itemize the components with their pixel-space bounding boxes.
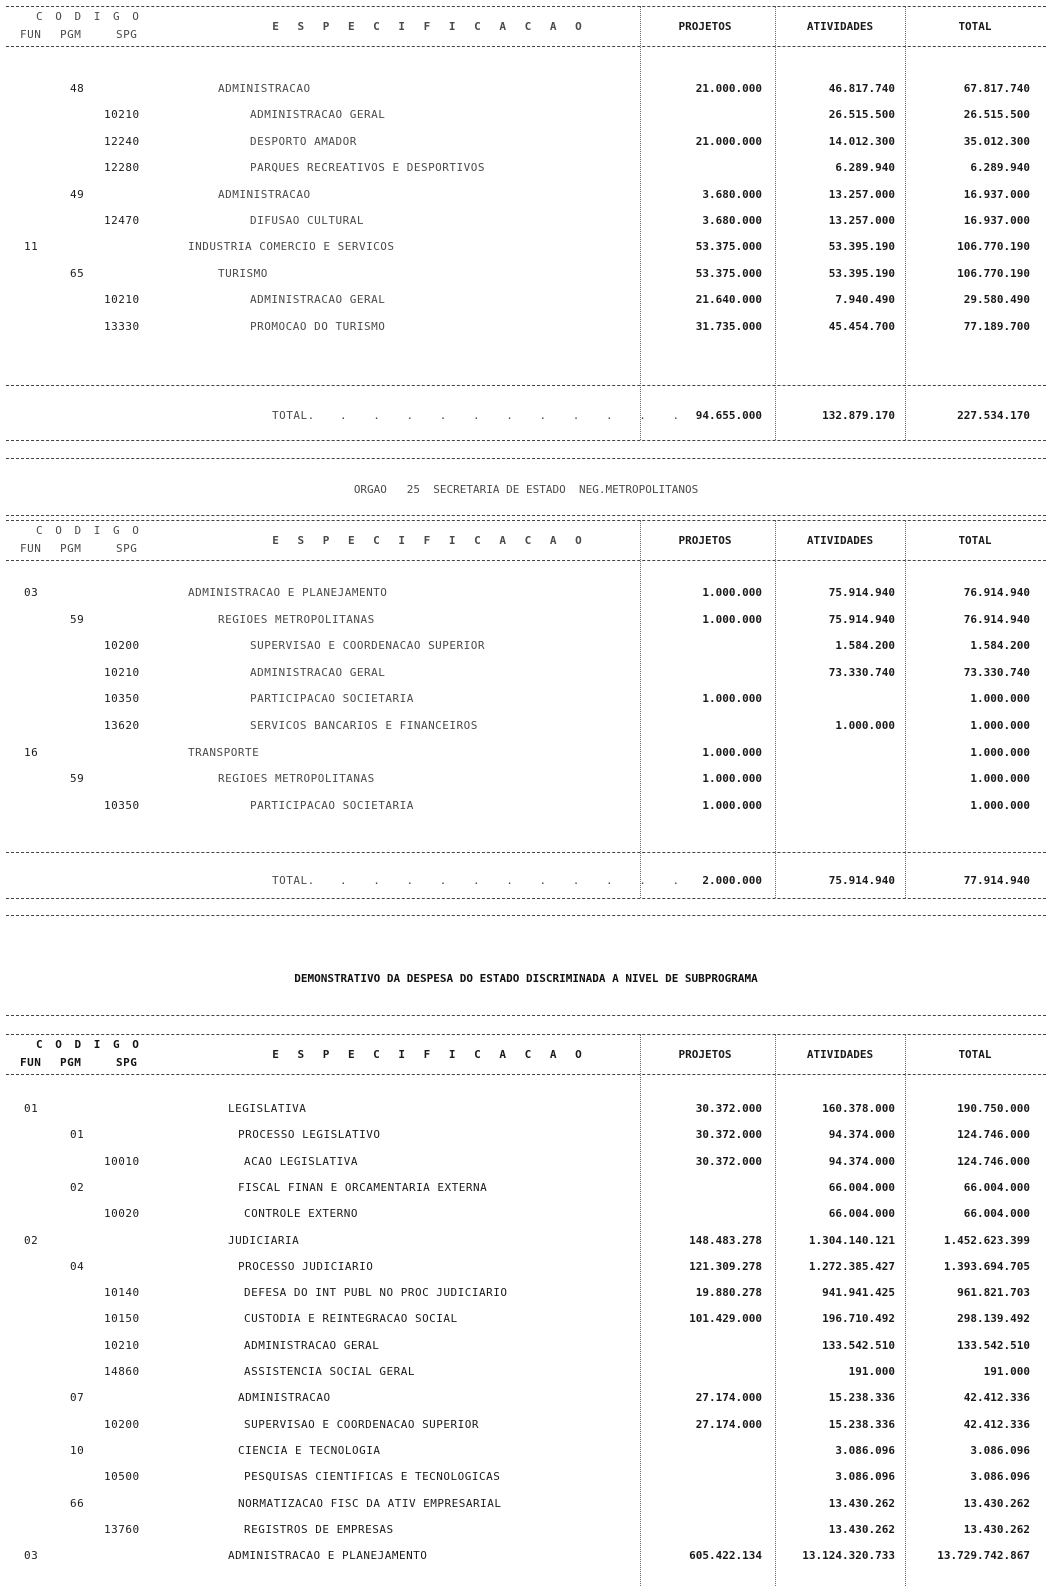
spg-code: 10200 bbox=[104, 1417, 140, 1431]
demonstrativo-title: DEMONSTRATIVO DA DESPESA DO ESTADO DISCRIMINADA A NIVEL DE SUBPROGRAMA bbox=[294, 972, 758, 985]
total-value: 6.289.940 bbox=[970, 161, 1030, 175]
atividades-value: 73.330.740 bbox=[828, 665, 895, 679]
atividades-value: 3.086.096 bbox=[835, 1443, 895, 1457]
atividades-header: ATIVIDADES bbox=[806, 20, 874, 33]
table-rule bbox=[6, 458, 1046, 459]
atividades-value: 133.542.510 bbox=[822, 1338, 895, 1352]
total-value: 1.584.200 bbox=[970, 639, 1030, 653]
total-value: 77.189.700 bbox=[963, 319, 1030, 333]
total-value: 16.937.000 bbox=[963, 214, 1030, 227]
row-description: ADMINISTRACAO GERAL bbox=[244, 1338, 380, 1352]
row-description: DESPORTO AMADOR bbox=[250, 134, 357, 148]
projetos-value: 101.429.000 bbox=[689, 1312, 762, 1326]
row-description: CIENCIA E TECNOLOGIA bbox=[238, 1443, 381, 1457]
total-value: 29.580.490 bbox=[963, 293, 1030, 307]
row-description: DIFUSAO CULTURAL bbox=[250, 214, 364, 227]
especificacao-header: E S P E C I F I C A C A O bbox=[272, 1048, 588, 1061]
row-description: CONTROLE EXTERNO bbox=[244, 1207, 358, 1221]
row-description: SUPERVISAO E COORDENACAO SUPERIOR bbox=[244, 1417, 480, 1431]
pgm-code: 66 bbox=[70, 1496, 85, 1510]
total-value: 73.330.740 bbox=[963, 665, 1030, 679]
column-rule bbox=[640, 520, 641, 898]
spg-code: 10350 bbox=[104, 798, 140, 812]
total-value: 66.004.000 bbox=[963, 1180, 1030, 1194]
table-rule bbox=[6, 898, 1046, 899]
fun-header: FUN bbox=[20, 28, 42, 41]
total-leader-dots: . . . . . . . . . . . bbox=[340, 874, 690, 887]
spg-code: 13760 bbox=[104, 1522, 140, 1536]
table-rule bbox=[6, 6, 1046, 7]
projetos-header: PROJETOS bbox=[678, 20, 732, 33]
spg-code: 10010 bbox=[104, 1154, 140, 1168]
projetos-value: 21.000.000 bbox=[695, 134, 762, 148]
total-value: 76.914.940 bbox=[963, 586, 1030, 599]
fun-header: FUN bbox=[20, 1056, 42, 1069]
atividades-value: 13.257.000 bbox=[828, 214, 895, 227]
table-rule bbox=[6, 515, 1046, 516]
atividades-value: 6.289.940 bbox=[835, 161, 895, 175]
total-value: 35.012.300 bbox=[963, 134, 1030, 148]
total-value: 42.412.336 bbox=[963, 1417, 1030, 1431]
spg-code: 10210 bbox=[104, 108, 140, 122]
atividades-value: 53.395.190 bbox=[828, 240, 895, 254]
total-value: 13.729.742.867 bbox=[937, 1549, 1030, 1563]
total-value: 1.393.694.705 bbox=[943, 1259, 1030, 1273]
atividades-value: 160.378.000 bbox=[822, 1102, 895, 1115]
spg-code: 13330 bbox=[104, 319, 140, 333]
projetos-value: 53.375.000 bbox=[695, 266, 762, 280]
row-description: JUDICIARIA bbox=[228, 1233, 300, 1247]
pgm-header: PGM bbox=[60, 542, 82, 555]
total-value: 298.139.492 bbox=[957, 1312, 1030, 1326]
row-description: ADMINISTRACAO GERAL bbox=[250, 665, 386, 679]
row-description: ADMINISTRACAO bbox=[238, 1391, 331, 1405]
spg-code: 10150 bbox=[104, 1312, 140, 1326]
projetos-value: 30.372.000 bbox=[695, 1128, 762, 1142]
row-description: FISCAL FINAN E ORCAMENTARIA EXTERNA bbox=[238, 1180, 488, 1194]
total-atividades: 132.879.170 bbox=[822, 409, 895, 422]
total-header: TOTAL bbox=[958, 20, 992, 33]
total-total: 77.914.940 bbox=[963, 874, 1030, 887]
atividades-value: 13.430.262 bbox=[828, 1496, 895, 1510]
total-value: 124.746.000 bbox=[957, 1128, 1030, 1142]
atividades-value: 941.941.425 bbox=[822, 1286, 895, 1300]
atividades-value: 15.238.336 bbox=[828, 1391, 895, 1405]
total-value: 1.452.623.399 bbox=[943, 1233, 1030, 1247]
fun-code: 11 bbox=[24, 240, 39, 254]
atividades-value: 75.914.940 bbox=[828, 612, 895, 626]
projetos-value: 605.422.134 bbox=[689, 1549, 762, 1563]
table-rule bbox=[6, 440, 1046, 441]
total-header: TOTAL bbox=[958, 1048, 992, 1061]
total-label: TOTAL. bbox=[272, 409, 315, 422]
projetos-value: 3.680.000 bbox=[702, 214, 762, 227]
projetos-value: 27.174.000 bbox=[695, 1417, 762, 1431]
pgm-code: 10 bbox=[70, 1443, 85, 1457]
row-description: TURISMO bbox=[218, 266, 268, 280]
total-value: 16.937.000 bbox=[963, 187, 1030, 201]
total-leader-dots: . . . . . . . . . . . bbox=[340, 409, 690, 422]
pgm-code: 07 bbox=[70, 1391, 85, 1405]
atividades-value: 1.000.000 bbox=[835, 719, 895, 732]
fun-code: 16 bbox=[24, 745, 39, 759]
especificacao-header: E S P E C I F I C A C A O bbox=[272, 534, 588, 547]
row-description: PROCESSO JUDICIARIO bbox=[238, 1259, 374, 1273]
atividades-value: 196.710.492 bbox=[822, 1312, 895, 1326]
pgm-header: PGM bbox=[60, 1056, 82, 1069]
atividades-value: 53.395.190 bbox=[828, 266, 895, 280]
pgm-code: 49 bbox=[70, 187, 85, 201]
row-description: PROMOCAO DO TURISMO bbox=[250, 319, 386, 333]
spg-code: 10210 bbox=[104, 665, 140, 679]
atividades-value: 1.272.385.427 bbox=[808, 1259, 895, 1273]
spg-code: 13620 bbox=[104, 719, 140, 732]
table-rule bbox=[6, 385, 1046, 386]
total-atividades: 75.914.940 bbox=[828, 874, 895, 887]
projetos-value: 30.372.000 bbox=[695, 1154, 762, 1168]
atividades-value: 1.584.200 bbox=[835, 639, 895, 653]
total-value: 106.770.190 bbox=[957, 240, 1030, 254]
row-description: TRANSPORTE bbox=[188, 745, 260, 759]
atividades-value: 94.374.000 bbox=[828, 1128, 895, 1142]
pgm-code: 02 bbox=[70, 1180, 85, 1194]
pgm-code: 01 bbox=[70, 1128, 85, 1142]
spg-code: 10500 bbox=[104, 1470, 140, 1484]
pgm-code: 59 bbox=[70, 612, 85, 626]
projetos-value: 1.000.000 bbox=[702, 798, 762, 812]
row-description: PESQUISAS CIENTIFICAS E TECNOLOGICAS bbox=[244, 1470, 501, 1484]
total-value: 124.746.000 bbox=[957, 1154, 1030, 1168]
row-description: ADMINISTRACAO GERAL bbox=[250, 108, 386, 122]
atividades-value: 26.515.500 bbox=[828, 108, 895, 122]
row-description: ADMINISTRACAO E PLANEJAMENTO bbox=[228, 1549, 428, 1563]
atividades-header: ATIVIDADES bbox=[806, 1048, 874, 1061]
spg-code: 12280 bbox=[104, 161, 140, 175]
total-value: 76.914.940 bbox=[963, 612, 1030, 626]
total-value: 26.515.500 bbox=[963, 108, 1030, 122]
projetos-header: PROJETOS bbox=[678, 1048, 732, 1061]
table-rule bbox=[6, 1015, 1046, 1016]
total-total: 227.534.170 bbox=[957, 409, 1030, 422]
total-value: 3.086.096 bbox=[970, 1470, 1030, 1484]
total-value: 1.000.000 bbox=[970, 772, 1030, 786]
spg-code: 10200 bbox=[104, 639, 140, 653]
total-value: 190.750.000 bbox=[957, 1102, 1030, 1115]
row-description: ACAO LEGISLATIVA bbox=[244, 1154, 358, 1168]
projetos-value: 21.640.000 bbox=[695, 293, 762, 307]
total-projetos: 2.000.000 bbox=[702, 874, 762, 887]
spg-code: 12240 bbox=[104, 134, 140, 148]
fun-code: 02 bbox=[24, 1233, 39, 1247]
atividades-value: 46.817.740 bbox=[828, 82, 895, 95]
row-description: ADMINISTRACAO E PLANEJAMENTO bbox=[188, 586, 388, 599]
row-description: ADMINISTRACAO bbox=[218, 187, 311, 201]
pgm-code: 48 bbox=[70, 82, 85, 95]
total-value: 1.000.000 bbox=[970, 745, 1030, 759]
table-rule bbox=[6, 915, 1046, 916]
projetos-value: 1.000.000 bbox=[702, 772, 762, 786]
projetos-header: PROJETOS bbox=[678, 534, 732, 547]
projetos-value: 148.483.278 bbox=[689, 1233, 762, 1247]
row-description: PARTICIPACAO SOCIETARIA bbox=[250, 692, 414, 706]
orgao-title: ORGAO 25 SECRETARIA DE ESTADO NEG.METROPOLITANOS bbox=[353, 483, 699, 496]
row-description: DEFESA DO INT PUBL NO PROC JUDICIARIO bbox=[244, 1286, 508, 1300]
row-description: PARTICIPACAO SOCIETARIA bbox=[250, 798, 414, 812]
projetos-value: 1.000.000 bbox=[702, 586, 762, 599]
column-rule bbox=[640, 1034, 641, 1586]
table-rule bbox=[6, 520, 1046, 521]
row-description: INDUSTRIA COMERCIO E SERVICOS bbox=[188, 240, 395, 254]
spg-code: 10210 bbox=[104, 293, 140, 307]
spg-code: 10210 bbox=[104, 1338, 140, 1352]
spg-code: 10020 bbox=[104, 1207, 140, 1221]
atividades-value: 7.940.490 bbox=[835, 293, 895, 307]
pgm-code: 65 bbox=[70, 266, 85, 280]
atividades-value: 191.000 bbox=[848, 1365, 895, 1378]
atividades-value: 45.454.700 bbox=[828, 319, 895, 333]
total-value: 1.000.000 bbox=[970, 692, 1030, 706]
projetos-value: 1.000.000 bbox=[702, 745, 762, 759]
atividades-header: ATIVIDADES bbox=[806, 534, 874, 547]
row-description: REGIOES METROPOLITANAS bbox=[218, 772, 375, 786]
total-value: 1.000.000 bbox=[970, 719, 1030, 732]
row-description: LEGISLATIVA bbox=[228, 1102, 307, 1115]
row-description: ASSISTENCIA SOCIAL GERAL bbox=[244, 1365, 415, 1378]
total-label: TOTAL. bbox=[272, 874, 315, 887]
projetos-value: 1.000.000 bbox=[702, 612, 762, 626]
fun-header: FUN bbox=[20, 542, 42, 555]
atividades-value: 15.238.336 bbox=[828, 1417, 895, 1431]
table-rule bbox=[6, 1074, 1046, 1075]
row-description: REGIOES METROPOLITANAS bbox=[218, 612, 375, 626]
pgm-header: PGM bbox=[60, 28, 82, 41]
total-value: 1.000.000 bbox=[970, 798, 1030, 812]
fun-code: 03 bbox=[24, 1549, 39, 1563]
total-value: 67.817.740 bbox=[963, 82, 1030, 95]
projetos-value: 21.000.000 bbox=[695, 82, 762, 95]
atividades-value: 66.004.000 bbox=[828, 1180, 895, 1194]
atividades-value: 66.004.000 bbox=[828, 1207, 895, 1221]
total-value: 13.430.262 bbox=[963, 1496, 1030, 1510]
atividades-value: 13.124.320.733 bbox=[802, 1549, 895, 1563]
projetos-value: 27.174.000 bbox=[695, 1391, 762, 1405]
total-header: TOTAL bbox=[958, 534, 992, 547]
fun-code: 03 bbox=[24, 586, 39, 599]
atividades-value: 94.374.000 bbox=[828, 1154, 895, 1168]
codigo-header: C O D I G O bbox=[36, 10, 142, 23]
spg-header: SPG bbox=[116, 1056, 138, 1069]
row-description: ADMINISTRACAO bbox=[218, 82, 311, 95]
table-rule bbox=[6, 852, 1046, 853]
spg-header: SPG bbox=[116, 28, 138, 41]
row-description: REGISTROS DE EMPRESAS bbox=[244, 1522, 394, 1536]
atividades-value: 14.012.300 bbox=[828, 134, 895, 148]
row-description: PROCESSO LEGISLATIVO bbox=[238, 1128, 381, 1142]
projetos-value: 121.309.278 bbox=[689, 1259, 762, 1273]
atividades-value: 13.430.262 bbox=[828, 1522, 895, 1536]
table-rule bbox=[6, 46, 1046, 47]
table-rule bbox=[6, 560, 1046, 561]
especificacao-header: E S P E C I F I C A C A O bbox=[272, 20, 588, 33]
total-value: 133.542.510 bbox=[957, 1338, 1030, 1352]
total-value: 961.821.703 bbox=[957, 1286, 1030, 1300]
row-description: CUSTODIA E REINTEGRACAO SOCIAL bbox=[244, 1312, 458, 1326]
row-description: SERVICOS BANCARIOS E FINANCEIROS bbox=[250, 719, 478, 732]
projetos-value: 1.000.000 bbox=[702, 692, 762, 706]
spg-code: 14860 bbox=[104, 1365, 140, 1378]
codigo-header: C O D I G O bbox=[36, 1038, 142, 1051]
pgm-code: 04 bbox=[70, 1259, 85, 1273]
atividades-value: 13.257.000 bbox=[828, 187, 895, 201]
row-description: PARQUES RECREATIVOS E DESPORTIVOS bbox=[250, 161, 486, 175]
row-description: NORMATIZACAO FISC DA ATIV EMPRESARIAL bbox=[238, 1496, 502, 1510]
projetos-value: 3.680.000 bbox=[702, 187, 762, 201]
fun-code: 01 bbox=[24, 1102, 39, 1115]
pgm-code: 59 bbox=[70, 772, 85, 786]
spg-code: 10350 bbox=[104, 692, 140, 706]
total-projetos: 94.655.000 bbox=[695, 409, 762, 422]
total-value: 106.770.190 bbox=[957, 266, 1030, 280]
codigo-header: C O D I G O bbox=[36, 524, 142, 537]
row-description: SUPERVISAO E COORDENACAO SUPERIOR bbox=[250, 639, 486, 653]
atividades-value: 75.914.940 bbox=[828, 586, 895, 599]
total-value: 3.086.096 bbox=[970, 1443, 1030, 1457]
spg-code: 12470 bbox=[104, 214, 140, 227]
projetos-value: 19.880.278 bbox=[695, 1286, 762, 1300]
atividades-value: 1.304.140.121 bbox=[808, 1233, 895, 1247]
total-value: 13.430.262 bbox=[963, 1522, 1030, 1536]
atividades-value: 3.086.096 bbox=[835, 1470, 895, 1484]
row-description: ADMINISTRACAO GERAL bbox=[250, 293, 386, 307]
spg-header: SPG bbox=[116, 542, 138, 555]
column-rule bbox=[905, 520, 906, 898]
projetos-value: 30.372.000 bbox=[695, 1102, 762, 1115]
projetos-value: 31.735.000 bbox=[695, 319, 762, 333]
table-rule bbox=[6, 1034, 1046, 1035]
column-rule bbox=[775, 520, 776, 898]
total-value: 42.412.336 bbox=[963, 1391, 1030, 1405]
total-value: 66.004.000 bbox=[963, 1207, 1030, 1221]
total-value: 191.000 bbox=[983, 1365, 1030, 1378]
projetos-value: 53.375.000 bbox=[695, 240, 762, 254]
spg-code: 10140 bbox=[104, 1286, 140, 1300]
